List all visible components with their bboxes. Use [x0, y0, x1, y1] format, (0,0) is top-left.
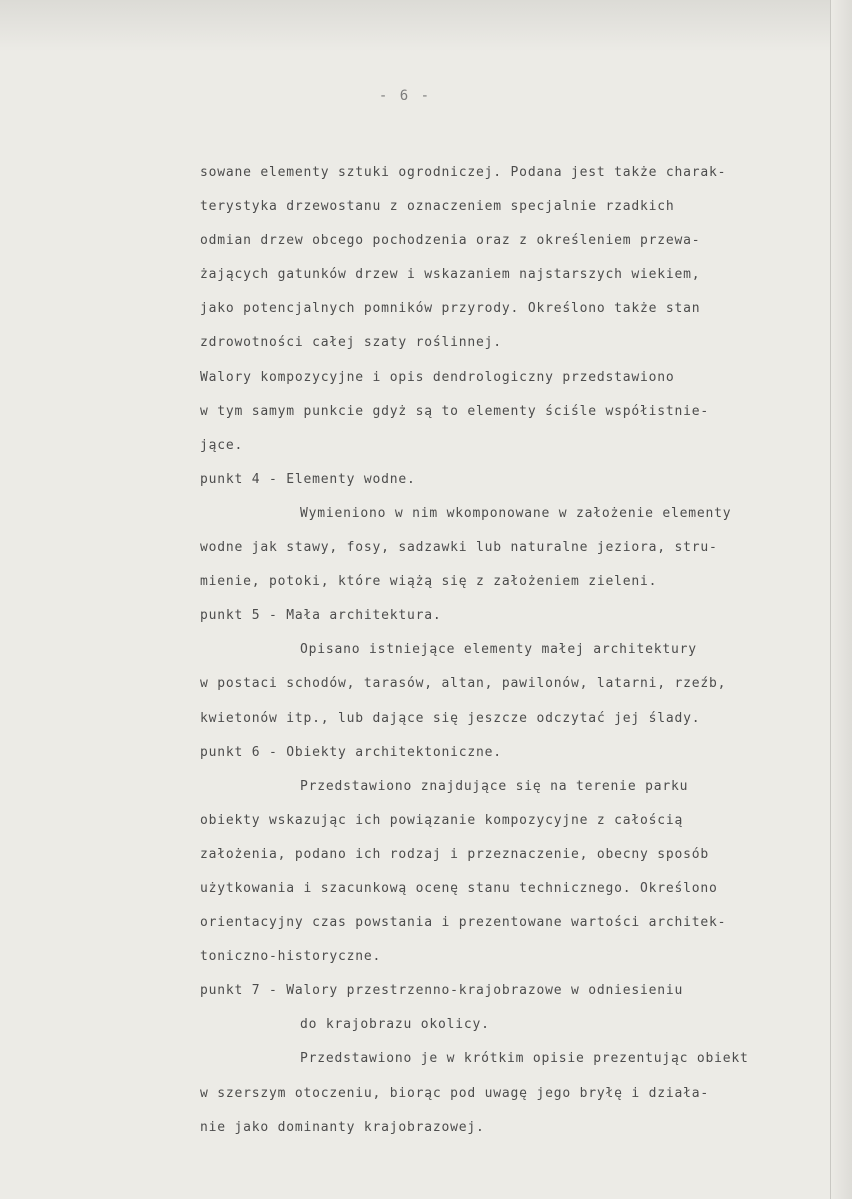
text-line: jące.	[200, 437, 244, 453]
text-line: odmian drzew obcego pochodzenia oraz z określeniem przewa-	[200, 233, 701, 249]
text-line: żających gatunków drzew i wskazaniem najstarszych wiekiem,	[200, 267, 701, 283]
text-line: jako potencjalnych pomników przyrody. Określono także stan	[200, 301, 701, 317]
section-heading-continuation: do krajobrazu okolicy.	[300, 1017, 490, 1033]
document-body	[200, 156, 830, 1145]
scan-shadow-right	[830, 0, 852, 1199]
text-line: terystyka drzewostanu z oznaczeniem specjalnie rzadkich	[200, 199, 675, 215]
section-heading: punkt 5 - Mała architektura.	[200, 608, 442, 624]
text-line: mienie, potoki, które wiążą się z założeniem zieleni.	[200, 574, 658, 590]
section-heading: punkt 7 - Walory przestrzenno-krajobrazowe w odniesieniu	[200, 983, 684, 999]
text-line: obiekty wskazując ich powiązanie kompozycyjne z całością	[200, 812, 684, 828]
paragraph-first-line: Wymieniono w nim wkomponowane w założenie elementy	[300, 505, 732, 521]
page-edge-line	[830, 0, 831, 1199]
text-line: w postaci schodów, tarasów, altan, pawilonów, latarni, rzeźb,	[200, 676, 727, 692]
text-line: toniczno-historyczne.	[200, 949, 382, 965]
page-number: - 6 -	[378, 88, 432, 104]
section-heading: punkt 4 - Elementy wodne.	[200, 471, 416, 487]
text-line: Walory kompozycyjne i opis dendrologiczny przedstawiono	[200, 369, 675, 385]
text-line: w tym samym punkcie gdyż są to elementy ściśle współistnie-	[200, 403, 709, 419]
paragraph-first-line: Przedstawiono je w krótkim opisie prezentując obiekt	[300, 1051, 749, 1067]
text-line: zdrowotności całej szaty roślinnej.	[200, 335, 502, 351]
scan-shadow-top	[0, 0, 852, 52]
text-line: nie jako dominanty krajobrazowej.	[200, 1119, 485, 1135]
text-line: sowane elementy sztuki ogrodniczej. Podana jest także charak-	[200, 165, 727, 180]
text-line: kwietonów itp., lub dające się jeszcze odczytać jej ślady.	[200, 710, 701, 726]
text-line: w szerszym otoczeniu, biorąc pod uwagę jego bryłę i działa-	[200, 1085, 709, 1101]
text-line: założenia, podano ich rodzaj i przeznaczenie, obecny sposób	[200, 846, 709, 862]
text-line: użytkowania i szacunkową ocenę stanu technicznego. Określono	[200, 880, 718, 896]
text-line: orientacyjny czas powstania i prezentowane wartości architek-	[200, 915, 727, 931]
text-line: wodne jak stawy, fosy, sadzawki lub naturalne jeziora, stru-	[200, 540, 718, 556]
paragraph-first-line: Przedstawiono znajdujące się na terenie parku	[300, 778, 689, 794]
section-heading: punkt 6 - Obiekty architektoniczne.	[200, 744, 502, 760]
paragraph-first-line: Opisano istniejące elementy małej architektury	[300, 642, 697, 658]
